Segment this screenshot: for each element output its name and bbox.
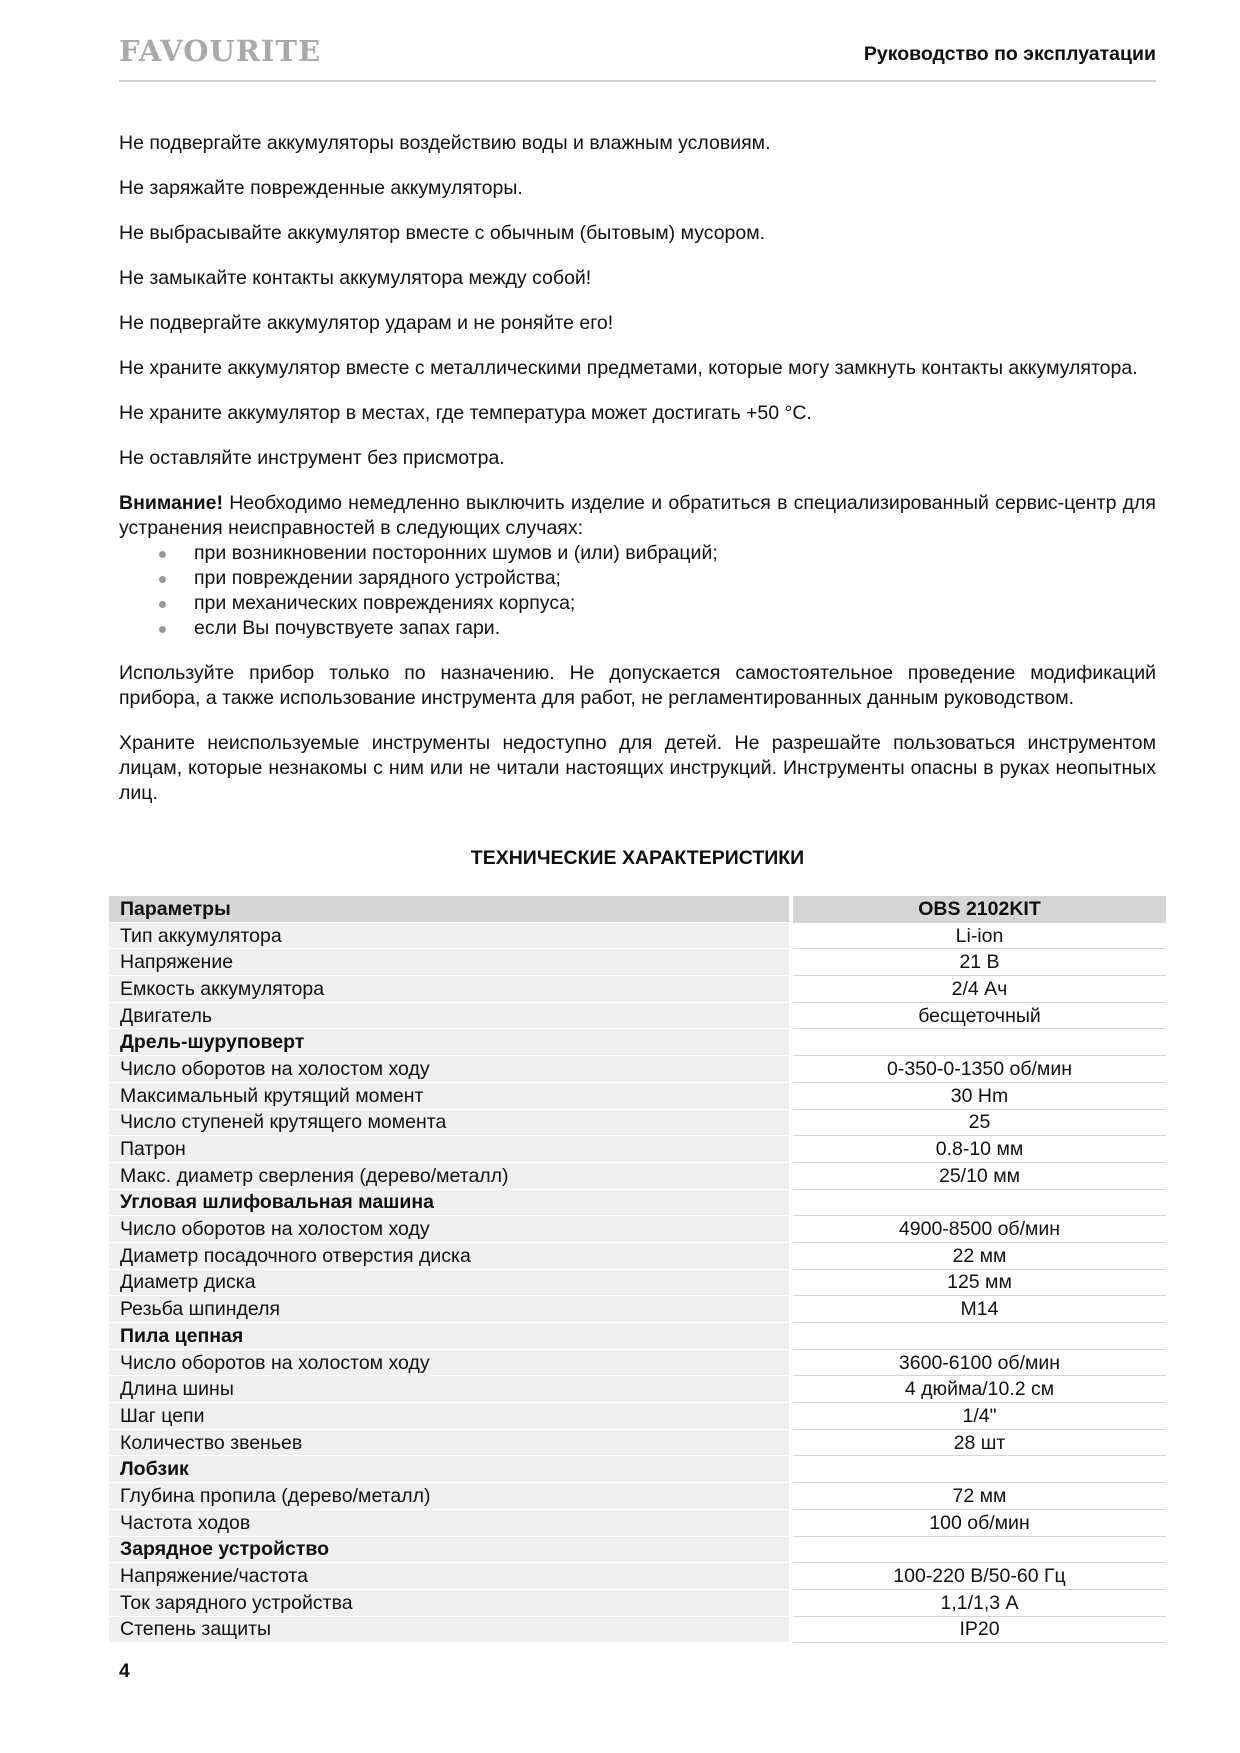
value-cell [793,1029,1166,1056]
param-cell: Лобзик [109,1456,789,1483]
table-row [109,1563,1166,1590]
value-cell: 125 мм [793,1270,1166,1297]
list-item: при механических повреждениях корпуса; [119,591,1156,616]
value-cell: 4900-8500 об/мин [793,1216,1166,1243]
specs-table-body [109,896,1166,1643]
warning-list [119,541,1156,641]
paragraph: Используйте прибор только по назначению. Не допускается самостоятельное проведение модификаций прибора, а также использование инструмента для работ, не регламентированных данным руководством. [119,662,1156,709]
table-section-row [109,1190,1166,1217]
param-cell: Число ступеней крутящего момента [109,1110,789,1137]
table-row [109,976,1166,1003]
table-row [109,1163,1166,1190]
table-row [109,1243,1166,1270]
value-cell: 1,1/1,3 А [793,1590,1166,1617]
param-cell: Патрон [109,1136,789,1163]
param-cell: Ток зарядного устройства [109,1590,789,1617]
table-section-row [109,1456,1166,1483]
value-cell [793,1456,1166,1483]
param-cell: Напряжение/частота [109,1563,789,1590]
table-row [109,949,1166,976]
value-cell: 100-220 В/50-60 Гц [793,1563,1166,1590]
value-cell: 25/10 мм [793,1163,1166,1190]
table-row [109,1403,1166,1430]
paragraph: Не выбрасывайте аккумулятор вместе с обычным (бытовым) мусором. [119,222,766,244]
table-row [109,1376,1166,1403]
param-cell: Степень защиты [109,1617,789,1644]
table-row [109,1083,1166,1110]
table-row [109,1617,1166,1644]
bullet-icon [159,626,166,633]
value-cell: 21 В [793,949,1166,976]
warning-paragraph [119,491,1156,541]
page-header [119,30,1156,82]
list-item: при возникновении посторонних шумов и (или) вибраций; [119,541,1156,566]
table-row [109,923,1166,950]
param-cell: Шаг цепи [109,1403,789,1430]
value-cell: 30 Hm [793,1083,1166,1110]
table-section-row [109,1537,1166,1564]
value-cell: 28 шт [793,1430,1166,1457]
param-cell: Число оборотов на холостом ходу [109,1216,789,1243]
param-cell: Диаметр посадочного отверстия диска [109,1243,789,1270]
safety-instructions [119,131,1156,826]
param-cell: Пила цепная [109,1323,789,1350]
param-cell: Тип аккумулятора [109,923,789,950]
table-row [109,1430,1166,1457]
param-cell: Макс. диаметр сверления (дерево/металл) [109,1163,789,1190]
paragraph: Храните неиспользуемые инструменты недоступно для детей. Не разрешайте пользоваться инструментом лицам, которые незнакомы с ним или не читали настоящих инструкций. Инструменты опасны в руках неопытных лиц. [119,732,1156,804]
warning-label: Внимание! [119,492,223,514]
warning-text: Необходимо немедленно выключить изделие и обратиться в специализированный сервис-центр для устранения неисправностей в следующих случаях: [119,492,1156,539]
value-cell: 4 дюйма/10.2 см [793,1376,1166,1403]
paragraph: Не подвергайте аккумулятор ударам и не роняйте его! [119,312,614,334]
value-cell: 22 мм [793,1243,1166,1270]
table-row [109,1216,1166,1243]
table-row [109,1296,1166,1323]
table-row [109,1483,1166,1510]
param-cell: Число оборотов на холостом ходу [109,1056,789,1083]
param-cell: Глубина пропила (дерево/металл) [109,1483,789,1510]
param-cell: Зарядное устройство [109,1537,789,1564]
value-cell: IP20 [793,1617,1166,1644]
list-item: если Вы почувствуете запах гари. [119,616,1156,641]
value-cell: 0-350-0-1350 об/мин [793,1056,1166,1083]
table-row [109,1136,1166,1163]
value-cell: 25 [793,1110,1166,1137]
table-header-row [109,896,1166,923]
value-cell [793,1323,1166,1350]
document-title: Руководство по эксплуатации [863,43,1156,65]
value-cell: 0.8-10 мм [793,1136,1166,1163]
paragraph: Не заряжайте поврежденные аккумуляторы. [119,177,523,199]
table-row [109,1056,1166,1083]
table-row [109,1510,1166,1537]
value-cell: Li-ion [793,923,1166,950]
paragraph: Не храните аккумулятор в местах, где температура может достигать +50 °C. [119,402,812,424]
param-cell: Число оборотов на холостом ходу [109,1350,789,1377]
param-cell: Максимальный крутящий момент [109,1083,789,1110]
value-cell: M14 [793,1296,1166,1323]
param-cell: Резьба шпинделя [109,1296,789,1323]
brand-logo: FAVOURITE [119,34,322,68]
column-header-model: OBS 2102KIT [793,896,1166,923]
bullet-icon [159,551,166,558]
bullet-icon [159,576,166,583]
param-cell: Диаметр диска [109,1270,789,1297]
value-cell: 1/4" [793,1403,1166,1430]
paragraph: Не храните аккумулятор вместе с металлическими предметами, которые могу замкнуть контакты аккумулятора. [119,357,1138,379]
bullet-icon [159,601,166,608]
table-row [109,1110,1166,1137]
value-cell: 100 об/мин [793,1510,1166,1537]
param-cell: Угловая шлифовальная машина [109,1190,789,1217]
paragraph: Не оставляйте инструмент без присмотра. [119,447,505,469]
value-cell [793,1190,1166,1217]
table-row [109,1270,1166,1297]
value-cell: 2/4 Ач [793,976,1166,1003]
value-cell: 72 мм [793,1483,1166,1510]
table-section-row [109,1323,1166,1350]
value-cell [793,1537,1166,1564]
paragraph: Не замыкайте контакты аккумулятора между собой! [119,267,592,289]
table-row [109,1003,1166,1030]
paragraph: Не подвергайте аккумуляторы воздействию воды и влажным условиям. [119,132,771,154]
table-row [109,1350,1166,1377]
value-cell: 3600-6100 об/мин [793,1350,1166,1377]
param-cell: Частота ходов [109,1510,789,1537]
table-section-row [109,1029,1166,1056]
param-cell: Дрель-шуруповерт [109,1029,789,1056]
page-number: 4 [119,1660,130,1682]
specs-title: ТЕХНИЧЕСКИЕ ХАРАКТЕРИСТИКИ [470,847,805,869]
param-cell: Емкость аккумулятора [109,976,789,1003]
specs-table [109,896,1166,1643]
param-cell: Количество звеньев [109,1430,789,1457]
param-cell: Напряжение [109,949,789,976]
list-item: при повреждении зарядного устройства; [119,566,1156,591]
column-header-params: Параметры [109,896,789,923]
table-row [109,1590,1166,1617]
param-cell: Длина шины [109,1376,789,1403]
param-cell: Двигатель [109,1003,789,1030]
value-cell: бесщеточный [793,1003,1166,1030]
